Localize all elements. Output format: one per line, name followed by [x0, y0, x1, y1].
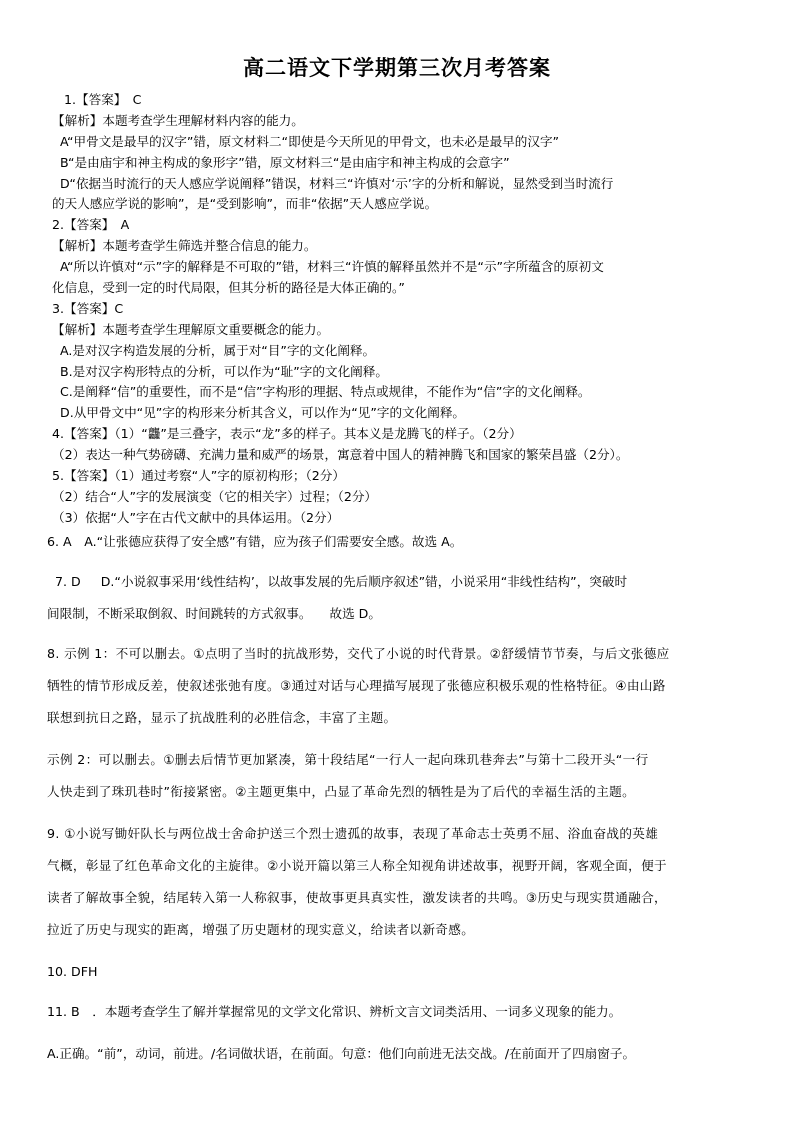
page-title: 高二语文下学期第三次月考答案 [243, 55, 551, 80]
q7-text: D.“小说叙事采用‘线性结构’，以故事发展的先后顺序叙述”错，小说采用“非线性结构”，突破时 [100, 574, 628, 589]
q4-answer: 4.【答案】（1）“龘”是三叠字，表示“龙”多的样子。其本义是龙腾飞的样子。（2分） [52, 426, 522, 442]
q2-line: A“所以许慎对“示”字的解释是不可取的”错，材料三“许慎的解释虽然并不是“示”字所蕴含的原初文 [60, 259, 604, 275]
q1-line: A“甲骨文是最早的汉字”错，原文材料二“即使是今天所见的甲骨文，也未必是最早的汉字” [60, 133, 560, 149]
q8-block [47, 638, 759, 734]
q6-block [47, 526, 759, 558]
q6-text: 6. A A.“让张德应获得了安全感”有错，应为孩子们需要安全感。故选 A。 [47, 534, 463, 549]
q1-analysis: 【解析】本题考查学生理解材料内容的能力。 [52, 112, 304, 128]
q7-conclusion: 故选 D。 [329, 606, 381, 621]
q8-line: 牺牲的情节形成反差，使叙述张弛有度。③通过对话与心理描写展现了张德应积极乐观的性格特征。④由山路 [47, 678, 666, 693]
q5-answer: 5.【答案】（1）通过考察“人”字的原初构形；（2分） [52, 468, 345, 484]
q7-number: 7. D [55, 574, 81, 589]
q8-ex2-line: 示例 2：可以删去。①删去后情节更加紧凑，第十段结尾“一行人一起向珠玑巷奔去”与第十二段开头“一行 [47, 752, 649, 767]
q9-line: 读者了解故事全貌，结尾转入第一人称叙事，使故事更具真实性，激发读者的共鸣。③历史与现实贯通融合， [47, 890, 667, 905]
q8-ex2-line: 人快走到了珠玑巷时”衔接紧密。②主题更集中，凸显了革命先烈的牺牲是为了后代的幸福生活的主题。 [47, 784, 636, 799]
q7-line: 间限制，不断采取倒叙、时间跳转的方式叙事。 [47, 606, 312, 621]
q3-line: C.是阐释“信”的重要性，而不是“信”字构形的理据、特点或规律，不能作为“信”字的文化阐释。 [60, 384, 591, 400]
q7-block [47, 566, 759, 630]
q3-line: A.是对汉字构造发展的分析，属于对“目”字的文化阐释。 [60, 342, 376, 358]
q8-line: 联想到抗日之路，显示了抗战胜利的必胜信念，丰富了主题。 [47, 710, 397, 725]
q2-analysis: 【解析】本题考查学生筛选并整合信息的能力。 [52, 238, 317, 254]
q2-answer: 2.【答案】 A [52, 217, 130, 233]
q1-answer: 1.【答案】 C [64, 92, 142, 107]
q3-answer: 3.【答案】C [52, 300, 124, 316]
q11-block [47, 996, 759, 1070]
q1-line: B“是由庙宇和神主构成的象形字”错，原文材料三“是由庙宇和神主构成的会意字” [60, 154, 510, 170]
q2-line: 化信息，受到一定的时代局限，但其分析的路径是大体正确的。” [52, 280, 405, 296]
q9-line: 拉近了历史与现实的距离，增强了历史题材的现实意义，给读者以新奇感。 [47, 922, 475, 937]
q8-line: 8. 示例 1：不可以删去。①点明了当时的抗战形势，交代了小说的时代背景。②舒缓情节节奏，与后文张德应 [47, 646, 670, 661]
q5-line: （3）依据“人”字在古代文献中的具体运用。（2分） [52, 509, 340, 525]
q8-example-2 [47, 744, 759, 808]
q4-line: （2）表达一种气势磅礴、充满力量和威严的场景，寓意着中国人的精神腾飞和国家的繁荣昌盛（2分）。 [52, 447, 629, 463]
q9-block [47, 818, 759, 946]
q3-analysis: 【解析】本题考查学生理解原文重要概念的能力。 [52, 321, 330, 337]
answers-1-to-5 [52, 90, 772, 529]
q1-line: D“依据当时流行的天人感应学说阐释”错误，材料三“许慎对‘示’字的分析和解说，显然受到当时流行 [60, 175, 614, 191]
q9-line: 9. ①小说写锄奸队长与两位战士舍命护送三个烈士遗孤的故事，表现了革命志士英勇不屈、浴血奋战的英雄 [47, 826, 659, 841]
q11-line: 11. B ．本题考查学生了解并掌握常见的文学文化常识、辨析文言文词类活用、一词多义现象的能力。 [47, 1004, 622, 1019]
q9-line: 气概，彰显了红色革命文化的主旋律。②小说开篇以第三人称全知视角讲述故事，视野开阔，客观全面，便于 [47, 858, 667, 873]
q1-line: 的天人感应学说的影响”，是“受到影响”，而非“依据”天人感应学说。 [52, 196, 438, 212]
q3-line: D.从甲骨文中“见”字的构形来分析其含义，可以作为“见”字的文化阐释。 [60, 405, 466, 421]
q11-line: A.正确。“前”，动词，前进。/名词做状语，在前面。句意：他们向前进无法交战。/在前面开了四扇窗子。 [47, 1046, 636, 1061]
q10-text: 10. DFH [47, 964, 98, 979]
q10-block [47, 956, 759, 988]
q5-line: （2）结合“人”字的发展演变（它的相关字）过程；（2分） [52, 488, 378, 504]
q3-line: B.是对汉字构形特点的分析，可以作为“耻”字的文化阐释。 [60, 363, 388, 379]
